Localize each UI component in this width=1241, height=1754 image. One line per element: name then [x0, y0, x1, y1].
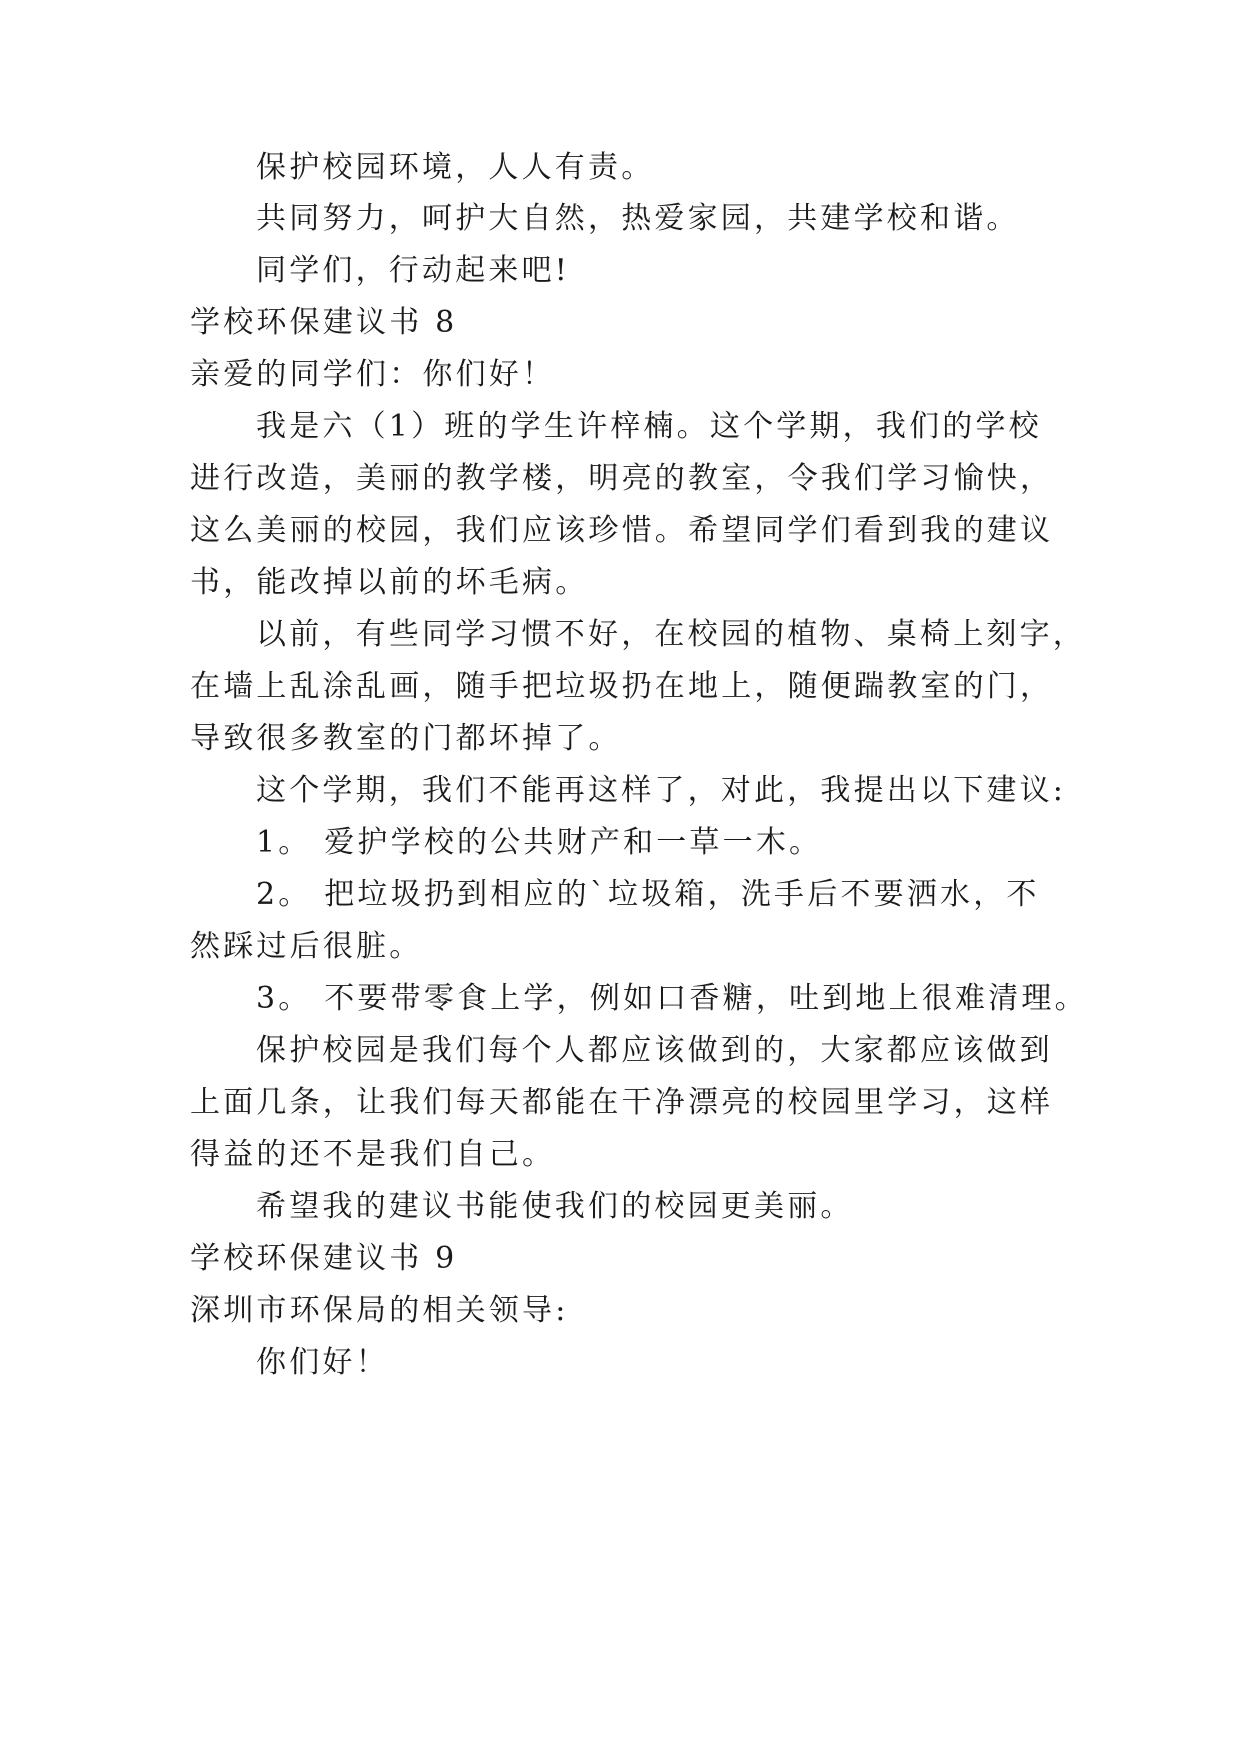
paragraph-line: 然踩过后很脏。 [190, 929, 423, 964]
list-item: 3。 不要带零食上学，例如口香糖，吐到地上很难清理。 [256, 981, 1088, 1016]
salutation: 亲爱的同学们：你们好！ [190, 357, 556, 392]
paragraph-line: 共同努力，呵护大自然，热爱家园，共建学校和谐。 [256, 201, 1020, 236]
paragraph-line: 上面几条，让我们每天都能在干净漂亮的校园里学习，这样 [190, 1085, 1054, 1120]
salutation: 深圳市环保局的相关领导: [190, 1293, 569, 1328]
paragraph-line: 保护校园是我们每个人都应该做到的，大家都应该做到 [256, 1033, 1053, 1068]
paragraph-line: 书，能改掉以前的坏毛病。 [190, 565, 589, 600]
list-item: 1。 爱护学校的公共财产和一草一木。 [256, 825, 823, 860]
paragraph-line: 你们好！ [256, 1345, 389, 1380]
paragraph-line: 这个学期，我们不能再这样了，对此，我提出以下建议: [256, 773, 1067, 808]
paragraph-line: 进行改造，美丽的教学楼，明亮的教室，令我们学习愉快， [190, 461, 1054, 496]
paragraph-line: 这么美丽的校园，我们应该珍惜。希望同学们看到我的建议 [190, 513, 1054, 548]
paragraph-line: 希望我的建议书能使我们的校园更美丽。 [256, 1189, 854, 1224]
paragraph-line: 以前，有些同学习惯不好，在校园的植物、桌椅上刻字， [256, 617, 1086, 652]
section-title: 学校环保建议书 8 [190, 305, 458, 340]
paragraph-line: 同学们，行动起来吧! [256, 253, 571, 288]
paragraph-line: 我是六（1）班的学生许梓楠。这个学期，我们的学校 [256, 409, 1042, 444]
section-title: 学校环保建议书 9 [190, 1241, 458, 1276]
paragraph-line: 保护校园环境，人人有责。 [256, 150, 655, 185]
paragraph-line: 得益的还不是我们自己。 [190, 1137, 556, 1172]
list-item: 2。 把垃圾扔到相应的`垃圾箱，洗手后不要洒水，不 [256, 877, 1040, 912]
paragraph-line: 导致很多教室的门都坏掉了。 [190, 721, 622, 756]
paragraph-line: 在墙上乱涂乱画，随手把垃圾扔在地上，随便踹教室的门， [190, 669, 1054, 704]
